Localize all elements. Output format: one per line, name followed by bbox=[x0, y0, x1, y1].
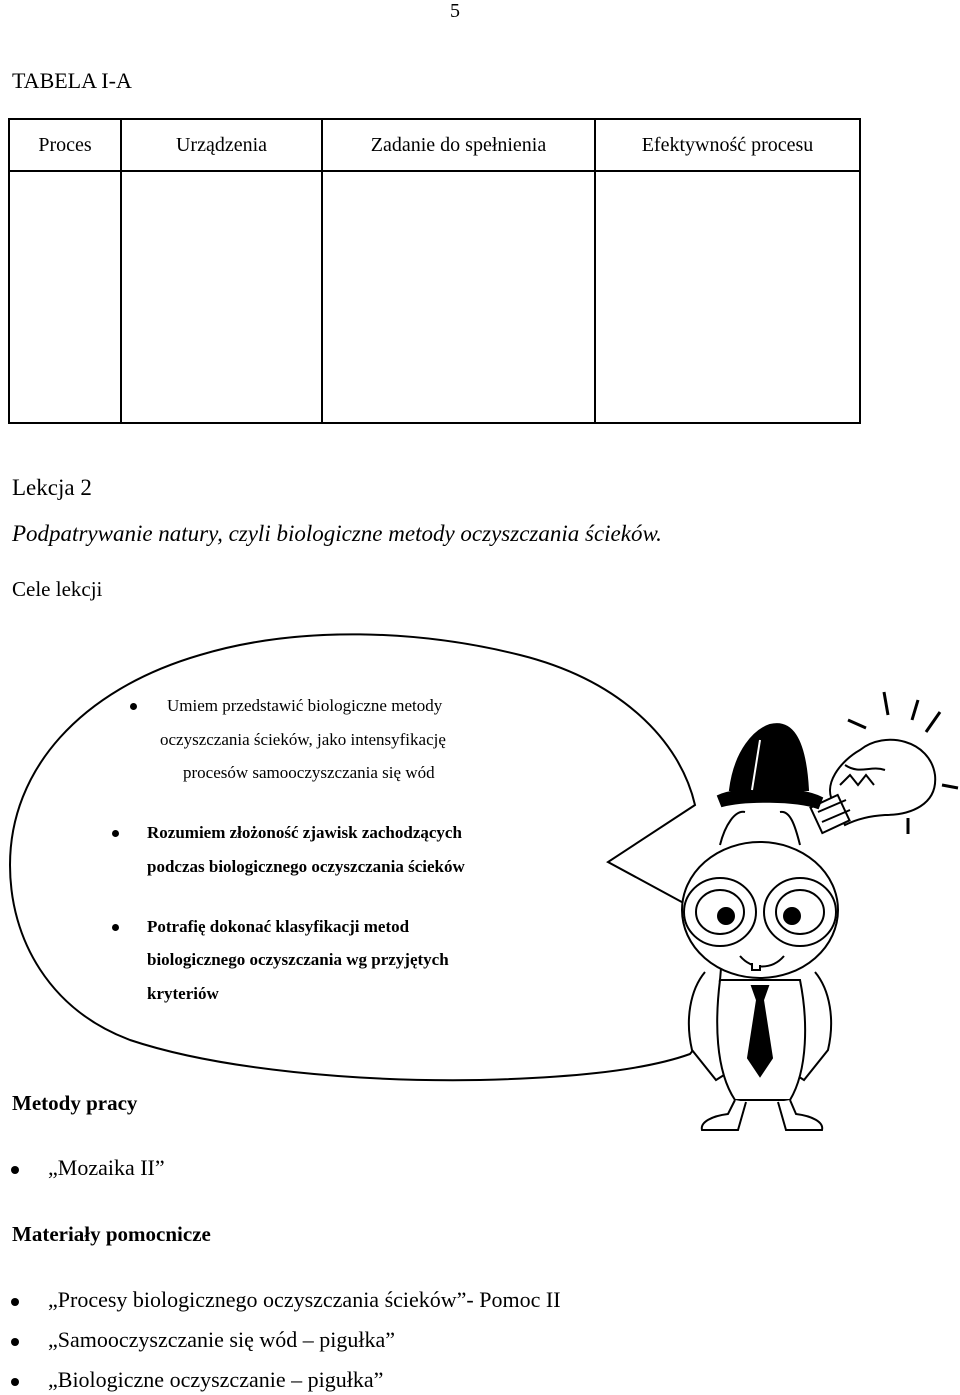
table-header-zadanie: Zadanie do spełnienia bbox=[322, 119, 595, 171]
goal-1-line-1: Umiem przedstawić biologiczne metody bbox=[167, 696, 443, 715]
lesson-title: Podpatrywanie natury, czyli biologiczne metody oczyszczania ścieków. bbox=[12, 521, 662, 546]
goal-bullet-icon bbox=[112, 830, 119, 837]
light-bulb-icon bbox=[810, 740, 935, 833]
table-title: TABELA I-A bbox=[12, 68, 132, 93]
page-number: 5 bbox=[450, 0, 460, 22]
list-bullet-icon bbox=[11, 1338, 19, 1346]
material-item-2: „Samooczyszczanie się wód – pigułka” bbox=[48, 1327, 395, 1352]
goal-bullet-icon bbox=[112, 924, 119, 931]
list-bullet-icon bbox=[11, 1378, 19, 1386]
goal-2-line-1: Rozumiem złożoność zjawisk zachodzących bbox=[147, 823, 462, 842]
table-header-urzadzenia: Urządzenia bbox=[121, 119, 322, 171]
material-item-1: „Procesy biologicznego oczyszczania ścieków”- Pomoc II bbox=[48, 1287, 561, 1312]
materials-heading: Materiały pomocnicze bbox=[12, 1222, 211, 1246]
goal-3-line-2: biologicznego oczyszczania wg przyjętych bbox=[147, 950, 449, 969]
table-header-proces: Proces bbox=[9, 119, 121, 171]
process-table bbox=[8, 118, 861, 424]
table-cell-empty[interactable] bbox=[121, 171, 322, 423]
list-bullet-icon bbox=[11, 1166, 19, 1174]
goal-3-line-3: kryteriów bbox=[147, 984, 219, 1003]
speech-bubble-illustration bbox=[0, 600, 960, 1140]
cartoon-head bbox=[682, 842, 838, 978]
goal-bullet-icon bbox=[130, 703, 137, 710]
table-header-efektywnosc: Efektywność procesu bbox=[595, 119, 860, 171]
table-cell-empty[interactable] bbox=[322, 171, 595, 423]
goal-1-line-2: oczyszczania ścieków, jako intensyfikację bbox=[160, 730, 446, 749]
methods-heading: Metody pracy bbox=[12, 1091, 138, 1115]
lesson-number: Lekcja 2 bbox=[12, 475, 92, 500]
goals-heading: Cele lekcji bbox=[12, 577, 103, 601]
antenna-left bbox=[720, 812, 745, 845]
material-item-3: „Biologiczne oczyszczanie – pigułka” bbox=[48, 1367, 384, 1392]
method-item: „Mozaika II” bbox=[48, 1155, 165, 1180]
table-cell-empty[interactable] bbox=[595, 171, 860, 423]
table-cell-empty[interactable] bbox=[9, 171, 121, 423]
antenna-right bbox=[780, 812, 800, 845]
cartoon-body bbox=[689, 972, 831, 1130]
top-hat-icon bbox=[718, 724, 822, 808]
goal-2-line-2: podczas biologicznego oczyszczania ścieków bbox=[147, 857, 465, 876]
goal-3-line-1: Potrafię dokonać klasyfikacji metod bbox=[147, 917, 410, 936]
list-bullet-icon bbox=[11, 1298, 19, 1306]
table-header-row bbox=[9, 119, 860, 171]
goal-1-line-3: procesów samooczyszczania się wód bbox=[183, 763, 435, 782]
table-row bbox=[9, 171, 860, 423]
